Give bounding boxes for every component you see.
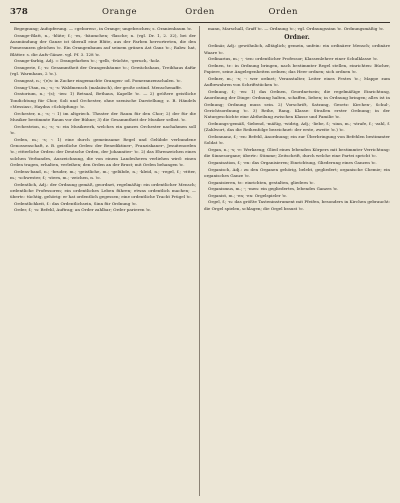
entry-heading: Ordner. <box>284 34 310 42</box>
header-rule <box>10 22 390 23</box>
dictionary-entry: Orangerie, f.; -n: Gesammtheit der Orangenbäume ꝛc.; Gewächshaus, Treibhaus dafür (vgl. Warmhaus, 2 ꝛc.). <box>10 64 196 77</box>
dictionary-entry: Organisation, f.; -en: das Organisieren; Einrichtung, Gliederung eines Ganzen ꝛc. <box>208 159 377 165</box>
dictionary-entry: Orang-Utan, m.; -s; -s: Waldmensch (malaiisch), der große ostind. Menschenaffe. <box>14 84 182 90</box>
dictionary-entry: mann, Marschall, Graff ꝛc. — Ordnung ꝛc.; vgl. Ordnungssinn ꝛc. Ordnungsmäßig ꝛc. <box>208 26 385 31</box>
dictionary-entry: Ordner, m.; -s; -: wer ordnet; Veranstalter, Leiter eines Festes ꝛc.; Mappe zum Aufbewahren von Schriftstücken ꝛc. <box>204 75 390 88</box>
dictionary-entry: Orgel, f.; -n: das größte Tasteninstrument mit Pfeifen, besonders in Kirchen gebraucht: die Orgel spielen, schlagen; die Orgel braust ꝛc. <box>204 199 390 211</box>
header-left-word: Orange <box>102 7 138 17</box>
page-number: 378 <box>10 7 28 17</box>
dictionary-entry: Organisch, Adj.: zu den Organen gehörig, belebt, gegliedert; organische Chemie; ein organisches Ganze ꝛc. <box>204 166 390 178</box>
dictionary-entry: Ordnungs-gemäß, -liebend, -mäßig, -widrig, Adj.; -liebe, f.; -sinn, m.; -strafe, f.; -zahl, f. (Zahlwort, das die Reihenfolge bezeichnet: der erste, zweite ꝛc.) ꝛc. <box>204 120 390 133</box>
dictionary-entry: Ordens-band, n.; -bruder, m.; -geistliche, m.; -gelübde, n.; -kleid, n.; -regel, f.; -ritter, m.; -schwester, f.; -stern, m.; -zeichen, n. ꝛc. <box>10 168 196 180</box>
right-column <box>204 26 390 496</box>
column-divider <box>199 26 200 496</box>
dictionary-entry: Organismus, m.; -; -men: ein gegliedertes, lebendes Ganzes ꝛc. <box>208 186 339 192</box>
dictionary-entry: Organ, n.; -s; -e: Werkzeug; Glied eines lebenden Körpers mit bestimmter Verrichtung: die Sinnesorgane; übertr.: Stimme; Zeitschrift, durch welche eine Partei spricht ꝛc. <box>204 146 390 159</box>
dictionary-entry: Ordinär, Adj.: gewöhnlich, alltäglich; gemein, unfein: ein ordinärer Mensch; ordinäre Waare ꝛc. <box>204 43 390 55</box>
dictionary-entry: Begegnung; Aufopferung. — »geboren«, in Orange; ungebrochen; s. Oranienbaum ꝛc. <box>14 26 193 31</box>
dictionary-entry: Oratorium, n.; -(s); -ien: 1) Betsaal, Bethaus, Kapelle ꝛc. — 2) größere geistliche Tondichtung für Chor, Soli und Orchester, ohne szenische Darstellung; z. B. Händels »Messias«, Haydns »Schöpfung« ꝛc. <box>10 91 196 109</box>
running-header <box>10 4 390 20</box>
dictionary-entry: Organist, m.; -en; -en: Orgelspieler ꝛc. <box>208 192 288 198</box>
header-center-word: Orden <box>185 7 215 17</box>
header-right-word: Orden <box>268 7 298 17</box>
dictionary-entry: Orange-Blatt, n., -blüte; f.; -es, -bäumchen; -flasche; n. (vgl. Dr. 1, 2. 32), bei der Ausmündung der Ganze ist überall eine Blüte, aus der Farben hervortreten, die den Pomeranzen gleichen ꝛc. Ein Orangenbaum auf seinem grünen Ast Ganz ꝛc.; Rabw. hat, Blätter. s. die Aufs-Gänze. vgl. Pf. 3. 128 ꝛc. <box>10 32 196 57</box>
dictionary-entry: Organisieren, tr.: einrichten, gestalten, gliedern ꝛc. <box>208 179 315 185</box>
dictionary-entry: Ordnen, tr.: in Ordnung bringen, nach bestimmter Regel stellen, einrichten: Bücher, Papiere, seine Angelegenheiten ordnen; das Heer ordnen; sich ordnen ꝛc. <box>204 62 390 75</box>
dictionary-entry: Ordentlich, Adj.: der Ordnung gemäß, geordnet, regelmäßig: ein ordentlicher Mensch; ordentliche Professoren; ein ordentliches Leben führen; etwas ordentlich machen; — übertr.: tüchtig, gehörig: er hat ordentlich gegessen; eine ordentliche Tracht Prügel ꝛc. <box>10 181 196 200</box>
dictionary-entry: Ordentlichkeit, f.: das Ordentlichsein, Sinn für Ordnung ꝛc. <box>14 200 138 206</box>
dictionary-entry: Orchestrion, n.; -s; -s: ein Musikwerk, welches ein ganzes Orchester nachahmen soll ꝛc. <box>10 123 196 135</box>
dictionary-entry: Orden, m.; -s; -: 1) eine durch gemeinsame Regel und Gelübde verbundene Genossenschaft, z. B. geistliche Orden: der Benediktiner-, Franziskaner-, Jesuitenorden ꝛc.; ritterliche Orden: der Deutsche Orden, der Johanniter- ꝛc. 2) das Ehrenzeichen eines solchen Verbandes, Auszeichnung, die von einem Landesherrn verliehen wird: einen Orden tragen, erhalten, verleihen; den Orden an der Brust; mit Orden behangen ꝛc. <box>10 136 196 167</box>
dictionary-entry: Order, f.; -n: Befehl, Auftrag; an Order zahlbar; Order parieren ꝛc. <box>14 207 152 213</box>
dictionary-entry: Orangeat, n.; -(e)s: in Zucker eingemachte Orangen- od. Pomeranzenschalen. ꝛc. <box>14 77 182 83</box>
dictionary-entry: Orange-farbig, Adj. = Drangefarben ꝛc.; -gelb, -früchte, -geruch, -holz. <box>14 58 161 64</box>
dictionary-entry: Orchester, n.; -s; -: 1) im altgriech. Theater der Raum für den Chor; 2) der für die Musiker bestimmte Raum vor der Bühne; 3) die Gesammtheit der Musiker selbst. ꝛc. <box>10 110 196 122</box>
dictionary-entry: Ordinarius, m.; -; -ien: ordentlicher Professor; Klassenlehrer einer Schulklasse ꝛc. <box>208 56 379 62</box>
dictionary-entry: Ordonnanz, f.; -en: Befehl, Anordnung; ein zur Überbringung von Befehlen bestimmter Soldat ꝛc. <box>204 133 390 146</box>
left-column <box>10 26 196 496</box>
dictionary-entry: Ordnung, f.; -en: 1) das Ordnen, Geordnetsein; die regelmäßige Einrichtung, Anordnung der Dinge: Ordnung halten, schaffen, lieben; in Ordnung bringen; alles ist in Ordnung; Ordnung muss sein. 2) Vorschrift, Satzung, Gesetz: Kirchen-, Schul-, Gerichtsordnung ꝛc. 3) Reihe, Rang, Klasse: Straßen erster Ordnung; in der Naturgeschichte eine Abtheilung zwischen Klasse und Familie ꝛc. <box>204 88 390 120</box>
